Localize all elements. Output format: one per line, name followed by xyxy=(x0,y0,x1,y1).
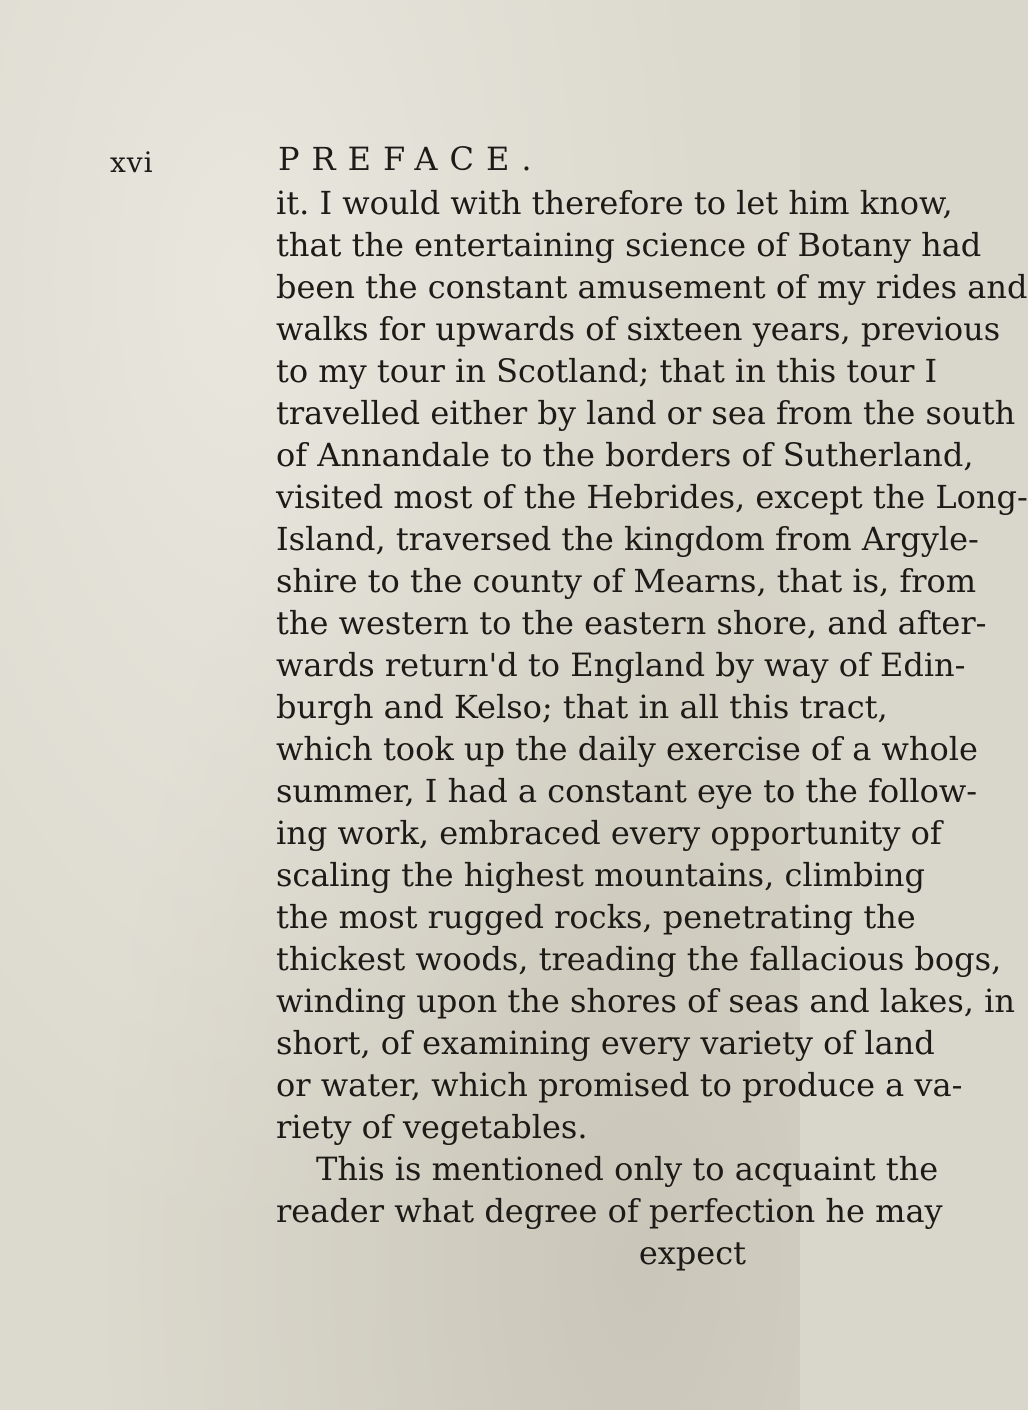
text-line: riety of vegetables. xyxy=(276,1108,588,1146)
text-line: winding upon the shores of seas and lakes, in xyxy=(276,982,1015,1020)
catchword: expect xyxy=(638,1234,746,1272)
text-line: that the entertaining science of Botany had xyxy=(276,226,982,264)
text-line: reader what degree of perfection he may xyxy=(276,1192,943,1230)
text-line: to my tour in Scotland; that in this tour I xyxy=(276,352,938,390)
text-line: travelled either by land or sea from the south xyxy=(276,394,1016,432)
text-line: scaling the highest mountains, climbing xyxy=(276,856,925,894)
page-number: xvi xyxy=(110,146,154,179)
text-line: or water, which promised to produce a va- xyxy=(276,1066,963,1104)
text-line: thickest woods, treading the fallacious bogs, xyxy=(276,940,1002,978)
text-line: the most rugged rocks, penetrating the xyxy=(276,898,916,936)
text-line: summer, I had a constant eye to the follow- xyxy=(276,772,978,810)
text-line: wards return'd to England by way of Edin- xyxy=(276,646,966,684)
text-line: it. I would with therefore to let him know, xyxy=(276,184,953,222)
running-head: PREFACE. xyxy=(278,140,544,178)
text-line: burgh and Kelso; that in all this tract, xyxy=(276,688,888,726)
text-line: shire to the county of Mearns, that is, from xyxy=(276,562,977,600)
text-line: This is mentioned only to acquaint the xyxy=(316,1150,939,1188)
text-line: Island, traversed the kingdom from Argyle- xyxy=(276,520,979,558)
body-text xyxy=(276,182,1028,1274)
text-line: been the constant amusement of my rides and xyxy=(276,268,1028,306)
text-line: ing work, embraced every opportunity of xyxy=(276,814,942,852)
text-line: short, of examining every variety of land xyxy=(276,1024,935,1062)
text-line: visited most of the Hebrides, except the Long- xyxy=(276,478,1028,516)
text-line: of Annandale to the borders of Sutherland, xyxy=(276,436,974,474)
text-line: which took up the daily exercise of a whole xyxy=(276,730,978,768)
text-line: the western to the eastern shore, and after- xyxy=(276,604,987,642)
text-line: walks for upwards of sixteen years, previous xyxy=(276,310,1001,348)
